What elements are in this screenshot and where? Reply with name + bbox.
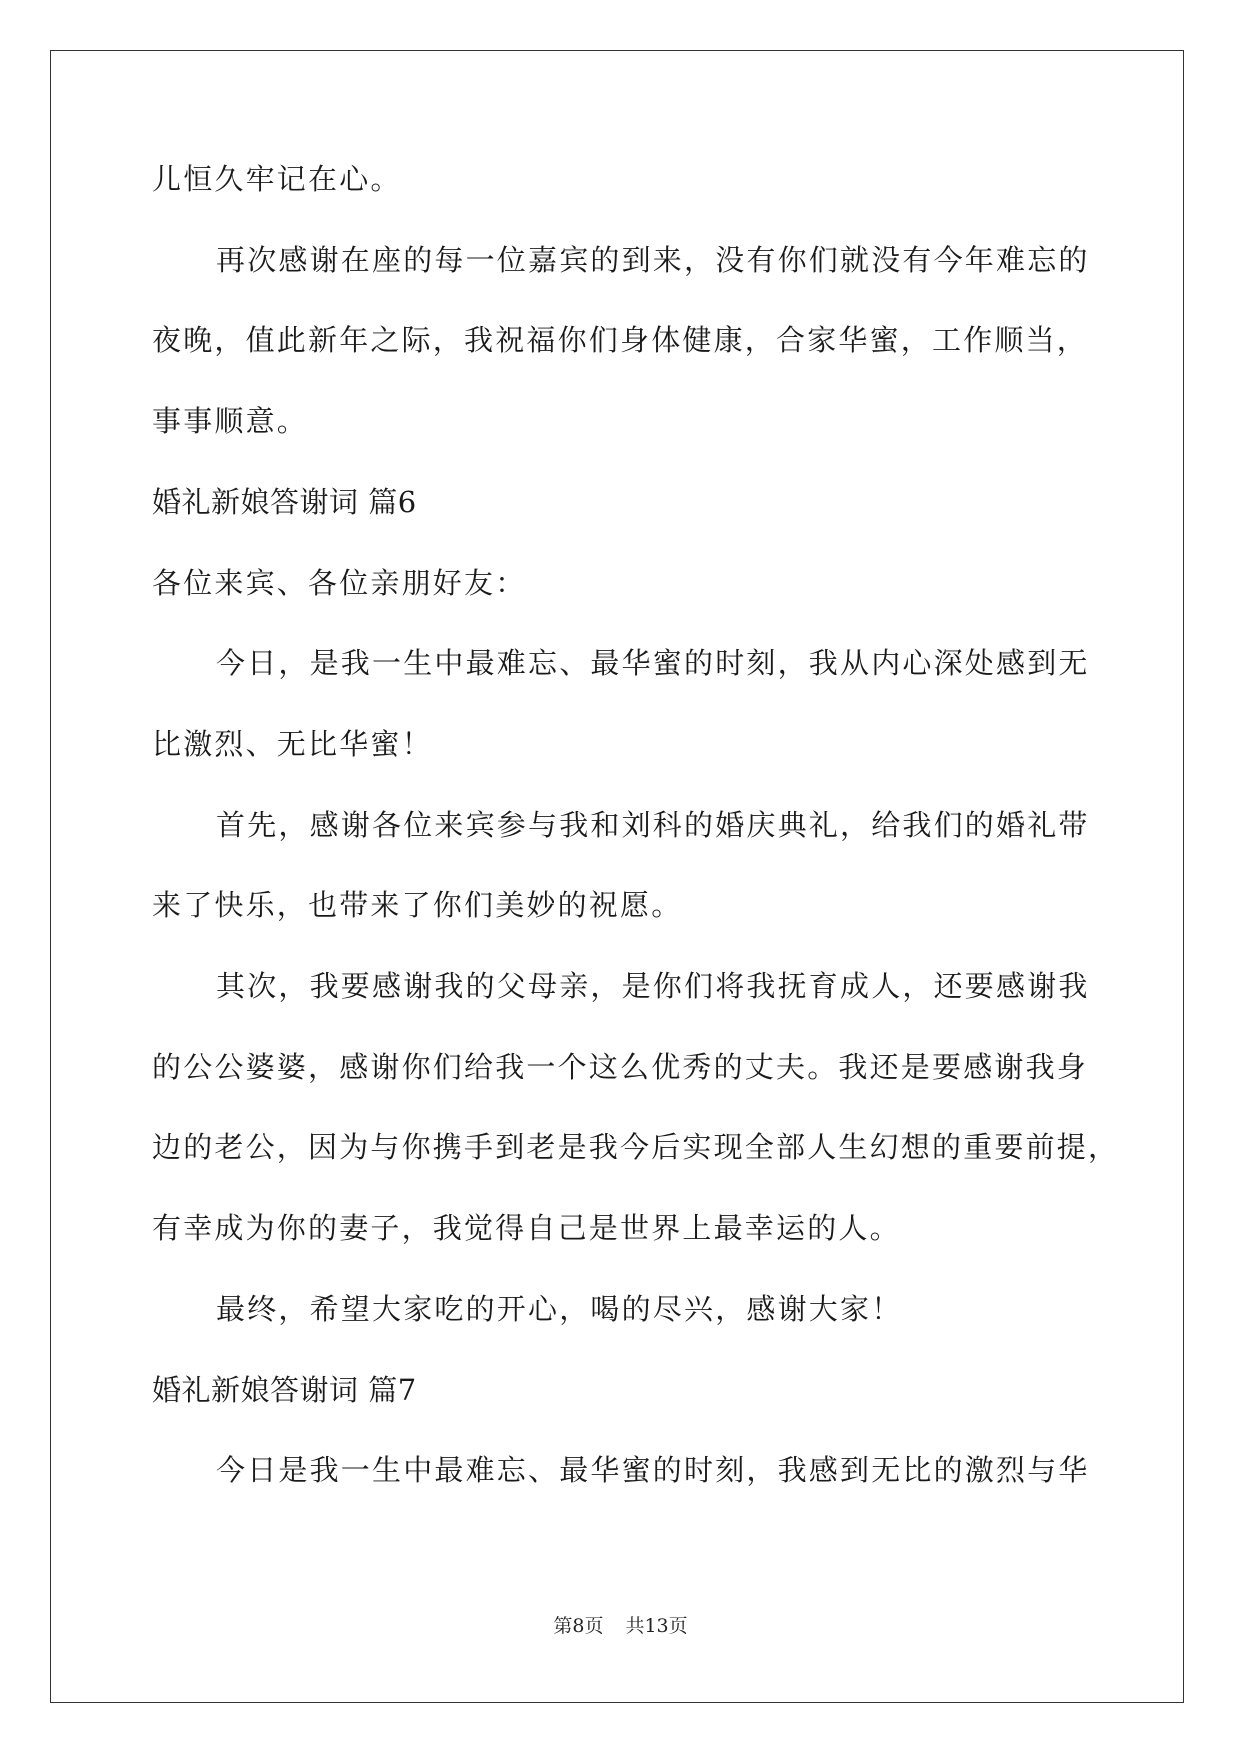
page-footer (0, 1614, 1241, 1638)
paragraph-line: 儿恒久牢记在心。 (152, 162, 402, 196)
paragraph-line: 边的老公，因为与你携手到老是我今后实现全部人生幻想的重要前提， (152, 1130, 1120, 1164)
paragraph-line: 今日，是我一生中最难忘、最华蜜的时刻，我从内心深处感到无 (216, 646, 1090, 680)
paragraph-line: 最终，希望大家吃的开心，喝的尽兴，感谢大家！ (216, 1292, 903, 1326)
section-heading-6: 婚礼新娘答谢词 篇6 (152, 485, 417, 519)
paragraph-line: 再次感谢在座的每一位嘉宾的到来，没有你们就没有今年难忘的 (216, 243, 1090, 277)
paragraph-line: 其次，我要感谢我的父母亲，是你们将我抚育成人，还要感谢我 (216, 969, 1090, 1003)
paragraph-line: 的公公婆婆，感谢你们给我一个这么优秀的丈夫。我还是要感谢我身 (152, 1050, 1089, 1084)
total-pages: 共13页 (625, 1615, 688, 1637)
paragraph-line: 有幸成为你的妻子，我觉得自己是世界上最幸运的人。 (152, 1211, 901, 1245)
paragraph-line: 比激烈、无比华蜜！ (152, 727, 433, 761)
paragraph-line: 首先，感谢各位来宾参与我和刘科的婚庆典礼，给我们的婚礼带 (216, 808, 1090, 842)
paragraph-line: 今日是我一生中最难忘、最华蜜的时刻，我感到无比的激烈与华 (216, 1453, 1090, 1487)
paragraph-line: 夜晚，值此新年之际，我祝福你们身体健康，合家华蜜，工作顺当， (152, 323, 1089, 357)
current-page-number: 第8页 (553, 1615, 604, 1637)
section-heading-7: 婚礼新娘答谢词 篇7 (152, 1373, 417, 1407)
paragraph-line: 事事顺意。 (152, 404, 309, 438)
paragraph-line: 来了快乐，也带来了你们美妙的祝愿。 (152, 888, 683, 922)
salutation: 各位来宾、各位亲朋好友： (152, 566, 527, 600)
